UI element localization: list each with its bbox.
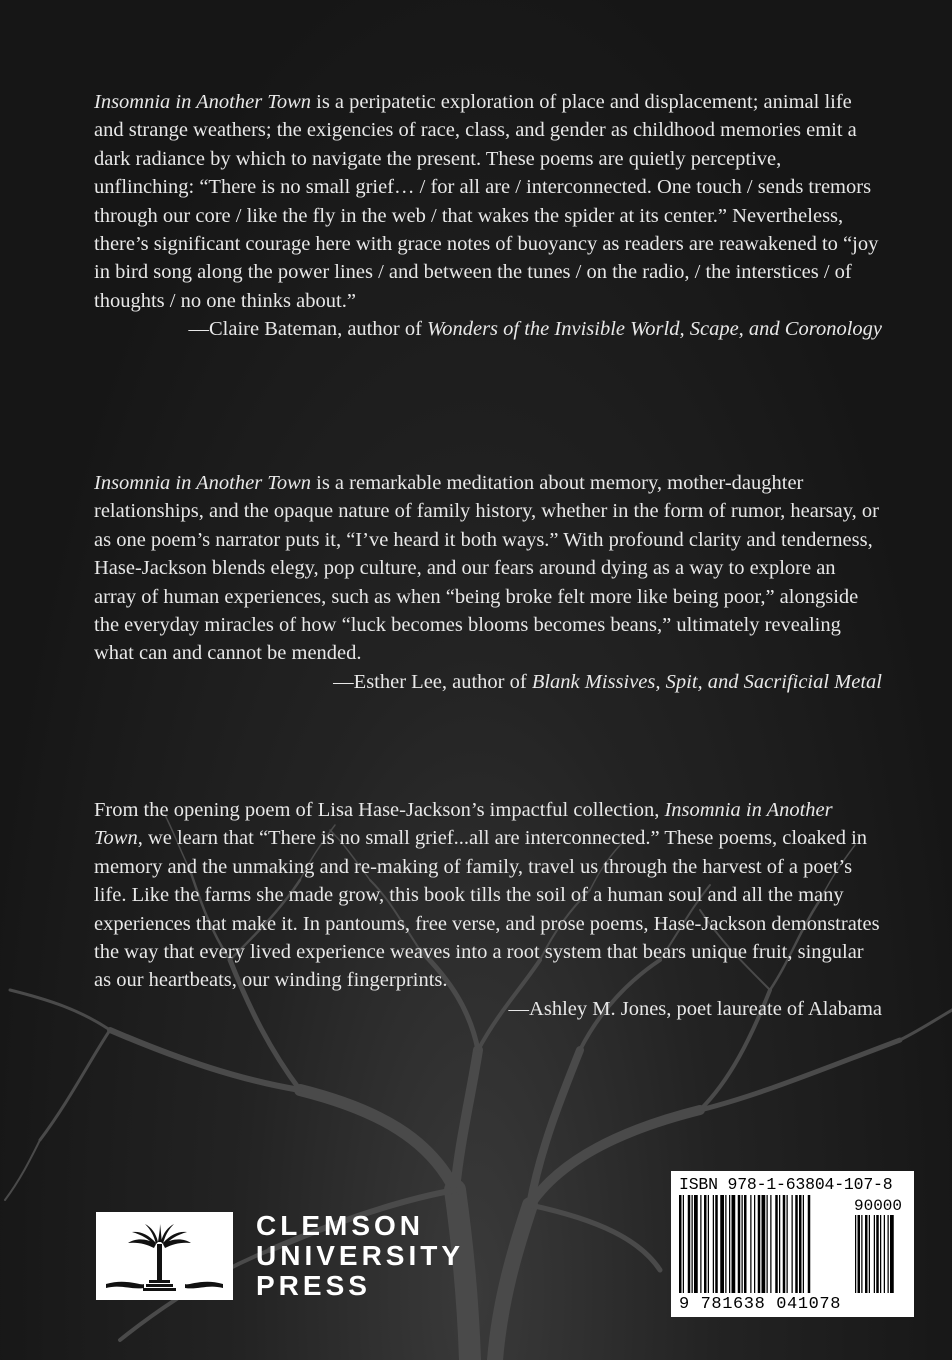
barcode-bar (694, 1195, 698, 1293)
barcode-bar (767, 1195, 768, 1293)
barcode-addon-bar (884, 1215, 885, 1293)
barcode-addon-bar (880, 1215, 881, 1293)
barcode-bars (679, 1195, 909, 1295)
blurb-attribution: —Esther Lee, author of Blank Missives, Spit, and Sacrificial Metal (333, 670, 882, 693)
barcode-bar (688, 1195, 691, 1293)
blurb-attribution: —Ashley M. Jones, poet laureate of Alabama (508, 997, 882, 1020)
barcode-addon-bar (890, 1215, 894, 1293)
barcode-bar (708, 1195, 709, 1293)
blurb-claire-bateman (94, 88, 882, 344)
barcode-addon-bar (861, 1215, 862, 1293)
publisher-name-line: PRESS (256, 1270, 371, 1301)
barcode-bar (779, 1195, 780, 1293)
barcode-addon-bar (858, 1215, 861, 1293)
blurb-attribution: —Claire Bateman, author of Wonders of the Invisible World, Scape, and Coronology (188, 318, 882, 341)
barcode-bar (803, 1195, 804, 1293)
barcode-addon-bar (855, 1215, 856, 1293)
blurb-text: From the opening poem of Lisa Hase-Jackson’s impactful collection, Insomnia in Another Town, we learn that “There is no small grief...all are interconnected.” These poems, cloaked in memory and the unmaking and re-making of family, travel us through the harvest of a poet’s life. Like the farms she made grow, this book tills the soil of a human soul and all the many experiences that make it. In pantoums, free verse, and prose poems, Hase-Jackson demonstrates the way that every lived experience weaves into a root system that bears unique fruit, singular as our heartbeats, our winding fingerprints. (94, 799, 880, 992)
barcode-bar (744, 1195, 747, 1293)
ean-digits: 9 781638 041078 (679, 1295, 842, 1314)
palmetto-tree-icon (96, 1212, 233, 1300)
isbn-barcode (671, 1171, 914, 1317)
barcode-bar (762, 1195, 766, 1293)
blurb-esther-lee (94, 469, 882, 696)
barcode-addon-bar (888, 1215, 889, 1293)
barcode-bar (787, 1195, 788, 1293)
blurb-ashley-jones (94, 796, 882, 1023)
barcode-bar (775, 1195, 778, 1293)
barcode-bar (692, 1195, 693, 1293)
barcode-bar (758, 1195, 761, 1293)
barcode-bar (713, 1195, 714, 1293)
price-addon-code: 90000 (854, 1197, 903, 1215)
barcode-bar (738, 1195, 741, 1293)
barcode-bar (770, 1195, 771, 1293)
barcode-bar (795, 1195, 798, 1293)
barcode-addon-bar (865, 1215, 868, 1293)
publisher-name-line: UNIVERSITY (256, 1240, 465, 1271)
barcode-bar (704, 1195, 707, 1293)
book-title: Insomnia in Another Town (94, 472, 311, 494)
barcode-bar (742, 1195, 743, 1293)
barcode-addon-bar (876, 1215, 879, 1293)
barcode-bar (715, 1195, 718, 1293)
barcode-bar (808, 1195, 811, 1293)
barcode-bar (683, 1195, 684, 1293)
barcode-bar (679, 1195, 682, 1293)
book-title: Insomnia in Another Town (94, 91, 311, 113)
barcode-bar (729, 1195, 730, 1293)
isbn-label: ISBN 978-1-63804-107-8 (679, 1175, 893, 1194)
barcode-bar (725, 1195, 726, 1293)
barcode-bar (792, 1195, 793, 1293)
publisher-name (256, 1211, 464, 1301)
book-title: Insomnia in Another Town (94, 799, 833, 850)
barcode-addon-bar (874, 1215, 875, 1293)
barcode-bar (754, 1195, 755, 1293)
barcode-bar (750, 1195, 751, 1293)
barcode-bar (783, 1195, 786, 1293)
publisher-block (96, 1212, 496, 1312)
clemson-press-logo (96, 1212, 233, 1300)
barcode-bar (799, 1195, 802, 1293)
barcode-addon-bar (869, 1215, 870, 1293)
publisher-name-line: CLEMSON (256, 1210, 424, 1241)
blurb-text: Insomnia in Another Town is a remarkable meditation about memory, mother-daughter relationships, and the opaque nature of family history, whether in the form of rumor, hearsay, or as one poem’s narrator puts it, “I’ve heard it both ways.” With profound clarity and tenderness, Hase-Jackson blends elegy, pop culture, and our fears around dying as a way to explore an array of human experiences, such as when “being broke felt more like being poor,” alongside the everyday miracles of how “luck becomes blooms becomes beans,” ultimately revealing what can and cannot be mended. (94, 472, 879, 665)
barcode-bar (732, 1195, 736, 1293)
barcode-bar (700, 1195, 701, 1293)
blurb-text: Insomnia in Another Town is a peripatetic exploration of place and displacement; animal life and strange weathers; the exigencies of race, class, and gender as childhood memories emit a dark radiance by which to navigate the present. These poems are quietly perceptive, unflinching: “There is no small grief… / for all are / interconnected. One touch / sends tremors through our core / like the fly in the web / that wakes the spider at its center.” Nevertheless, there’s significant courage here with grace notes of buoyancy as readers are reawakened to “joy in bird song along the power lines / and between the tunes / on the radio, / the interstices / of thoughts / no one thinks about.” (94, 91, 879, 312)
barcode-bar (720, 1195, 724, 1293)
